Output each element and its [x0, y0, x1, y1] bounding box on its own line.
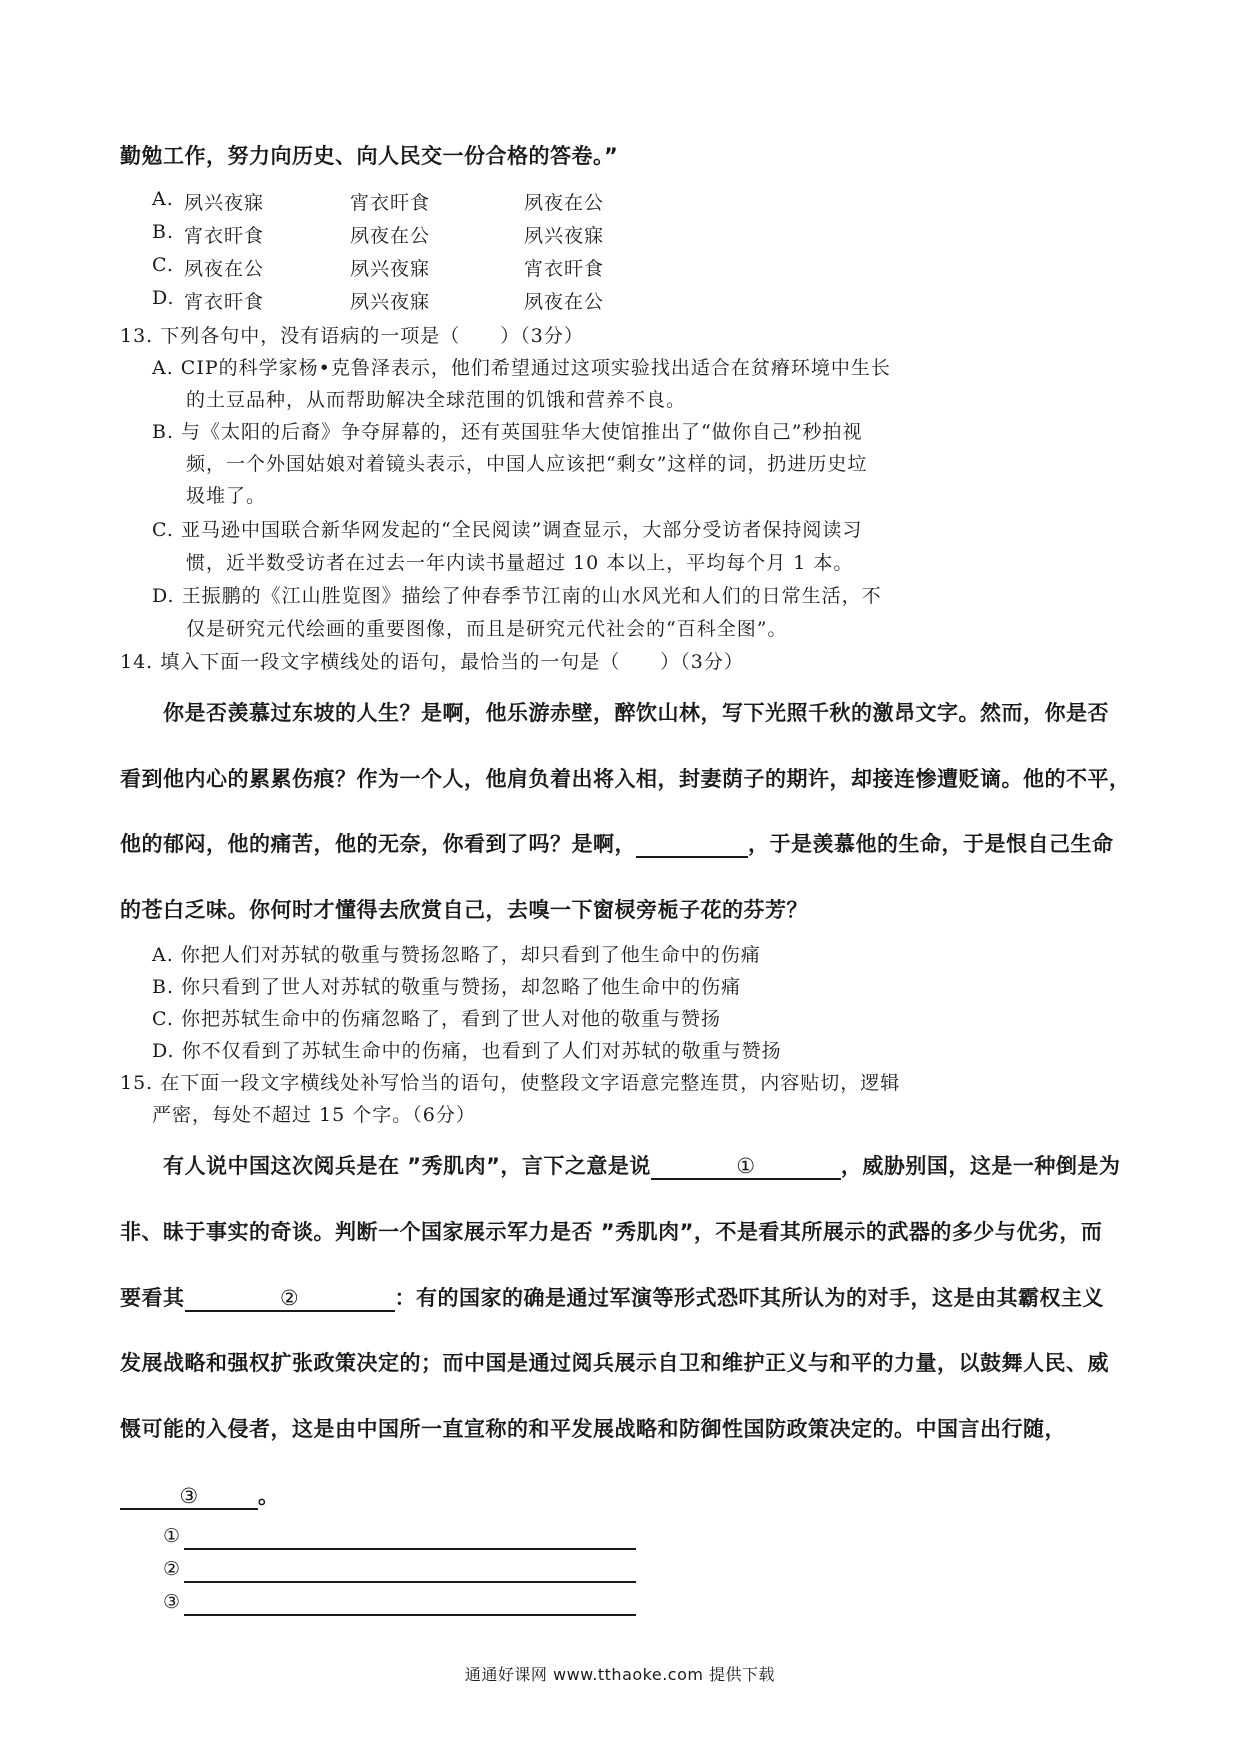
option-word-1: 夙夜在公 [184, 258, 265, 280]
q14-paragraph-line: 的苍白乏味。你何时才懂得去欣赏自己，去嗅一下窗棂旁栀子花的芬芳？ [120, 898, 808, 922]
option-word-1: 夙兴夜寐 [184, 192, 265, 214]
q15-text: 有人说中国这次阅兵是在 ”秀肌肉”，言下之意是说 [163, 1154, 651, 1178]
q14-text: 他的郁闷，他的痛苦，他的无奈，你看到了吗？是啊， [120, 832, 636, 856]
q13-option-d-line[interactable]: D. 王振鹏的《江山胜览图》描绘了仲春季节江南的山水风光和人们的日常生活，不 [152, 585, 882, 607]
q13-option-c-line[interactable]: C. 亚马逊中国联合新华网发起的“全民阅读”调查显示，大部分受访者保持阅读习 [152, 519, 863, 541]
q14-option-b[interactable]: B. 你只看到了世人对苏轼的敬重与赞扬，却忽略了他生命中的伤痛 [152, 976, 742, 998]
option-letter: A. [152, 188, 174, 210]
q13-option-b-cont: 频，一个外国姑娘对着镜头表示，中国人应该把“剩女”这样的词，扔进历史垃 [186, 453, 868, 475]
blank-marker: ③ [179, 1484, 199, 1508]
option-word-3: 夙兴夜寐 [524, 225, 605, 247]
q13-option-d-cont: 仅是研究元代绘画的重要图像，而且是研究元代社会的“百科全图”。 [186, 618, 788, 640]
blank-marker: ② [279, 1286, 300, 1310]
q14-option-c[interactable]: C. 你把苏轼生命中的伤痛忽略了，看到了世人对他的敬重与赞扬 [152, 1008, 721, 1030]
continued-text: 勤勉工作，努力向历史、向人民交一份合格的答卷。” [120, 144, 619, 168]
q15-blank-1 [651, 1154, 841, 1180]
option-word-2: 夙夜在公 [350, 225, 431, 247]
q13-option-c-cont: 惯，近半数受访者在过去一年内读书量超过 10 本以上，平均每个月 1 本。 [186, 552, 854, 574]
answer-mark-3: ③ [163, 1591, 182, 1613]
option-letter: D. [152, 287, 175, 309]
answer-line-3[interactable] [184, 1614, 636, 1616]
q14-stem: 14. 填入下面一段文字横线处的语句，最恰当的一句是（ ）（3分） [120, 651, 744, 673]
q13-option-a-line[interactable]: A. CIP的科学家杨•克鲁泽表示，他们希望通过这项实验找出适合在贫瘠环境中生长 [152, 357, 891, 379]
q13-stem: 13. 下列各句中，没有语病的一项是（ ）（3分） [120, 325, 584, 347]
option-word-3: 宵衣旰食 [524, 258, 605, 280]
option-letter: B. [152, 221, 175, 243]
q15-text: 要看其 [120, 1286, 185, 1310]
q13-option-b-cont: 圾堆了。 [186, 485, 267, 507]
q15-text: ，威胁别国，这是一种倒是为 [840, 1154, 1121, 1178]
q15-paragraph-line: 非、昧于事实的奇谈。判断一个国家展示军力是否 ”秀肌肉”，不是看其所展示的武器的多少与优劣，而 [120, 1220, 1103, 1244]
q15-text: ：有的国家的确是通过军演等形式恐吓其所认为的对手，这是由其霸权主义 [394, 1286, 1104, 1310]
q15-text: 。 [258, 1484, 280, 1508]
q15-paragraph-line: 慑可能的入侵者，这是由中国所一直宣称的和平发展战略和防御性国防政策决定的。中国言出行随， [120, 1417, 1066, 1441]
q15-paragraph-line [120, 1282, 1104, 1312]
q14-option-a[interactable]: A. 你把人们对苏轼的敬重与赞扬忽略了，却只看到了他生命中的伤痛 [152, 944, 761, 966]
option-word-1: 宵衣旰食 [184, 225, 265, 247]
q14-blank [636, 834, 748, 858]
q14-option-d[interactable]: D. 你不仅看到了苏轼生命中的伤痛，也看到了人们对苏轼的敬重与赞扬 [152, 1040, 782, 1062]
q14-paragraph-line [120, 828, 1114, 858]
q13-option-b-line[interactable]: B. 与《太阳的后裔》争夺屏幕的，还有英国驻华大使馆推出了“做你自己”秒拍视 [152, 421, 863, 443]
answer-mark-1: ① [163, 1525, 182, 1547]
q15-blank-3 [120, 1484, 258, 1510]
answer-line-2[interactable] [184, 1581, 636, 1583]
option-word-2: 宵衣旰食 [350, 192, 431, 214]
q13-option-a-cont: 的土豆品种，从而帮助解决全球范围的饥饿和营养不良。 [186, 389, 687, 411]
q14-paragraph-line: 看到他内心的累累伤痕？作为一个人，他肩负着出将入相，封妻荫子的期许，却接连惨遭贬谪。他的不平， [120, 767, 1131, 791]
q15-paragraph-line [120, 1480, 280, 1510]
option-word-2: 夙兴夜寐 [350, 258, 431, 280]
option-word-1: 宵衣旰食 [184, 291, 265, 313]
answer-mark-2: ② [163, 1558, 182, 1580]
q15-blank-2 [185, 1286, 395, 1312]
q15-paragraph-line [163, 1150, 1120, 1180]
option-word-3: 夙夜在公 [524, 291, 605, 313]
q15-paragraph-line: 发展战略和强权扩张政策决定的；而中国是通过阅兵展示自卫和维护正义与和平的力量，以鼓舞人民、威 [120, 1351, 1109, 1375]
q14-paragraph-line: 你是否羡慕过东坡的人生？是啊，他乐游赤壁，醉饮山林，写下光照千秋的激昂文字。然而，你是否 [163, 701, 1109, 725]
option-word-2: 夙兴夜寐 [350, 291, 431, 313]
option-word-3: 夙夜在公 [524, 192, 605, 214]
page-footer: 通通好课网 www.tthaoke.com 提供下载 [464, 1665, 776, 1684]
q15-stem-cont: 严密，每处不超过 15 个字。（6分） [152, 1104, 476, 1126]
q14-text: ，于是羡慕他的生命，于是恨自己生命 [748, 832, 1114, 856]
answer-line-1[interactable] [184, 1548, 636, 1550]
q15-stem: 15. 在下面一段文字横线处补写恰当的语句，使整段文字语意完整连贯，内容贴切，逻辑 [120, 1072, 901, 1094]
option-letter: C. [152, 254, 174, 276]
blank-marker: ① [736, 1154, 756, 1178]
